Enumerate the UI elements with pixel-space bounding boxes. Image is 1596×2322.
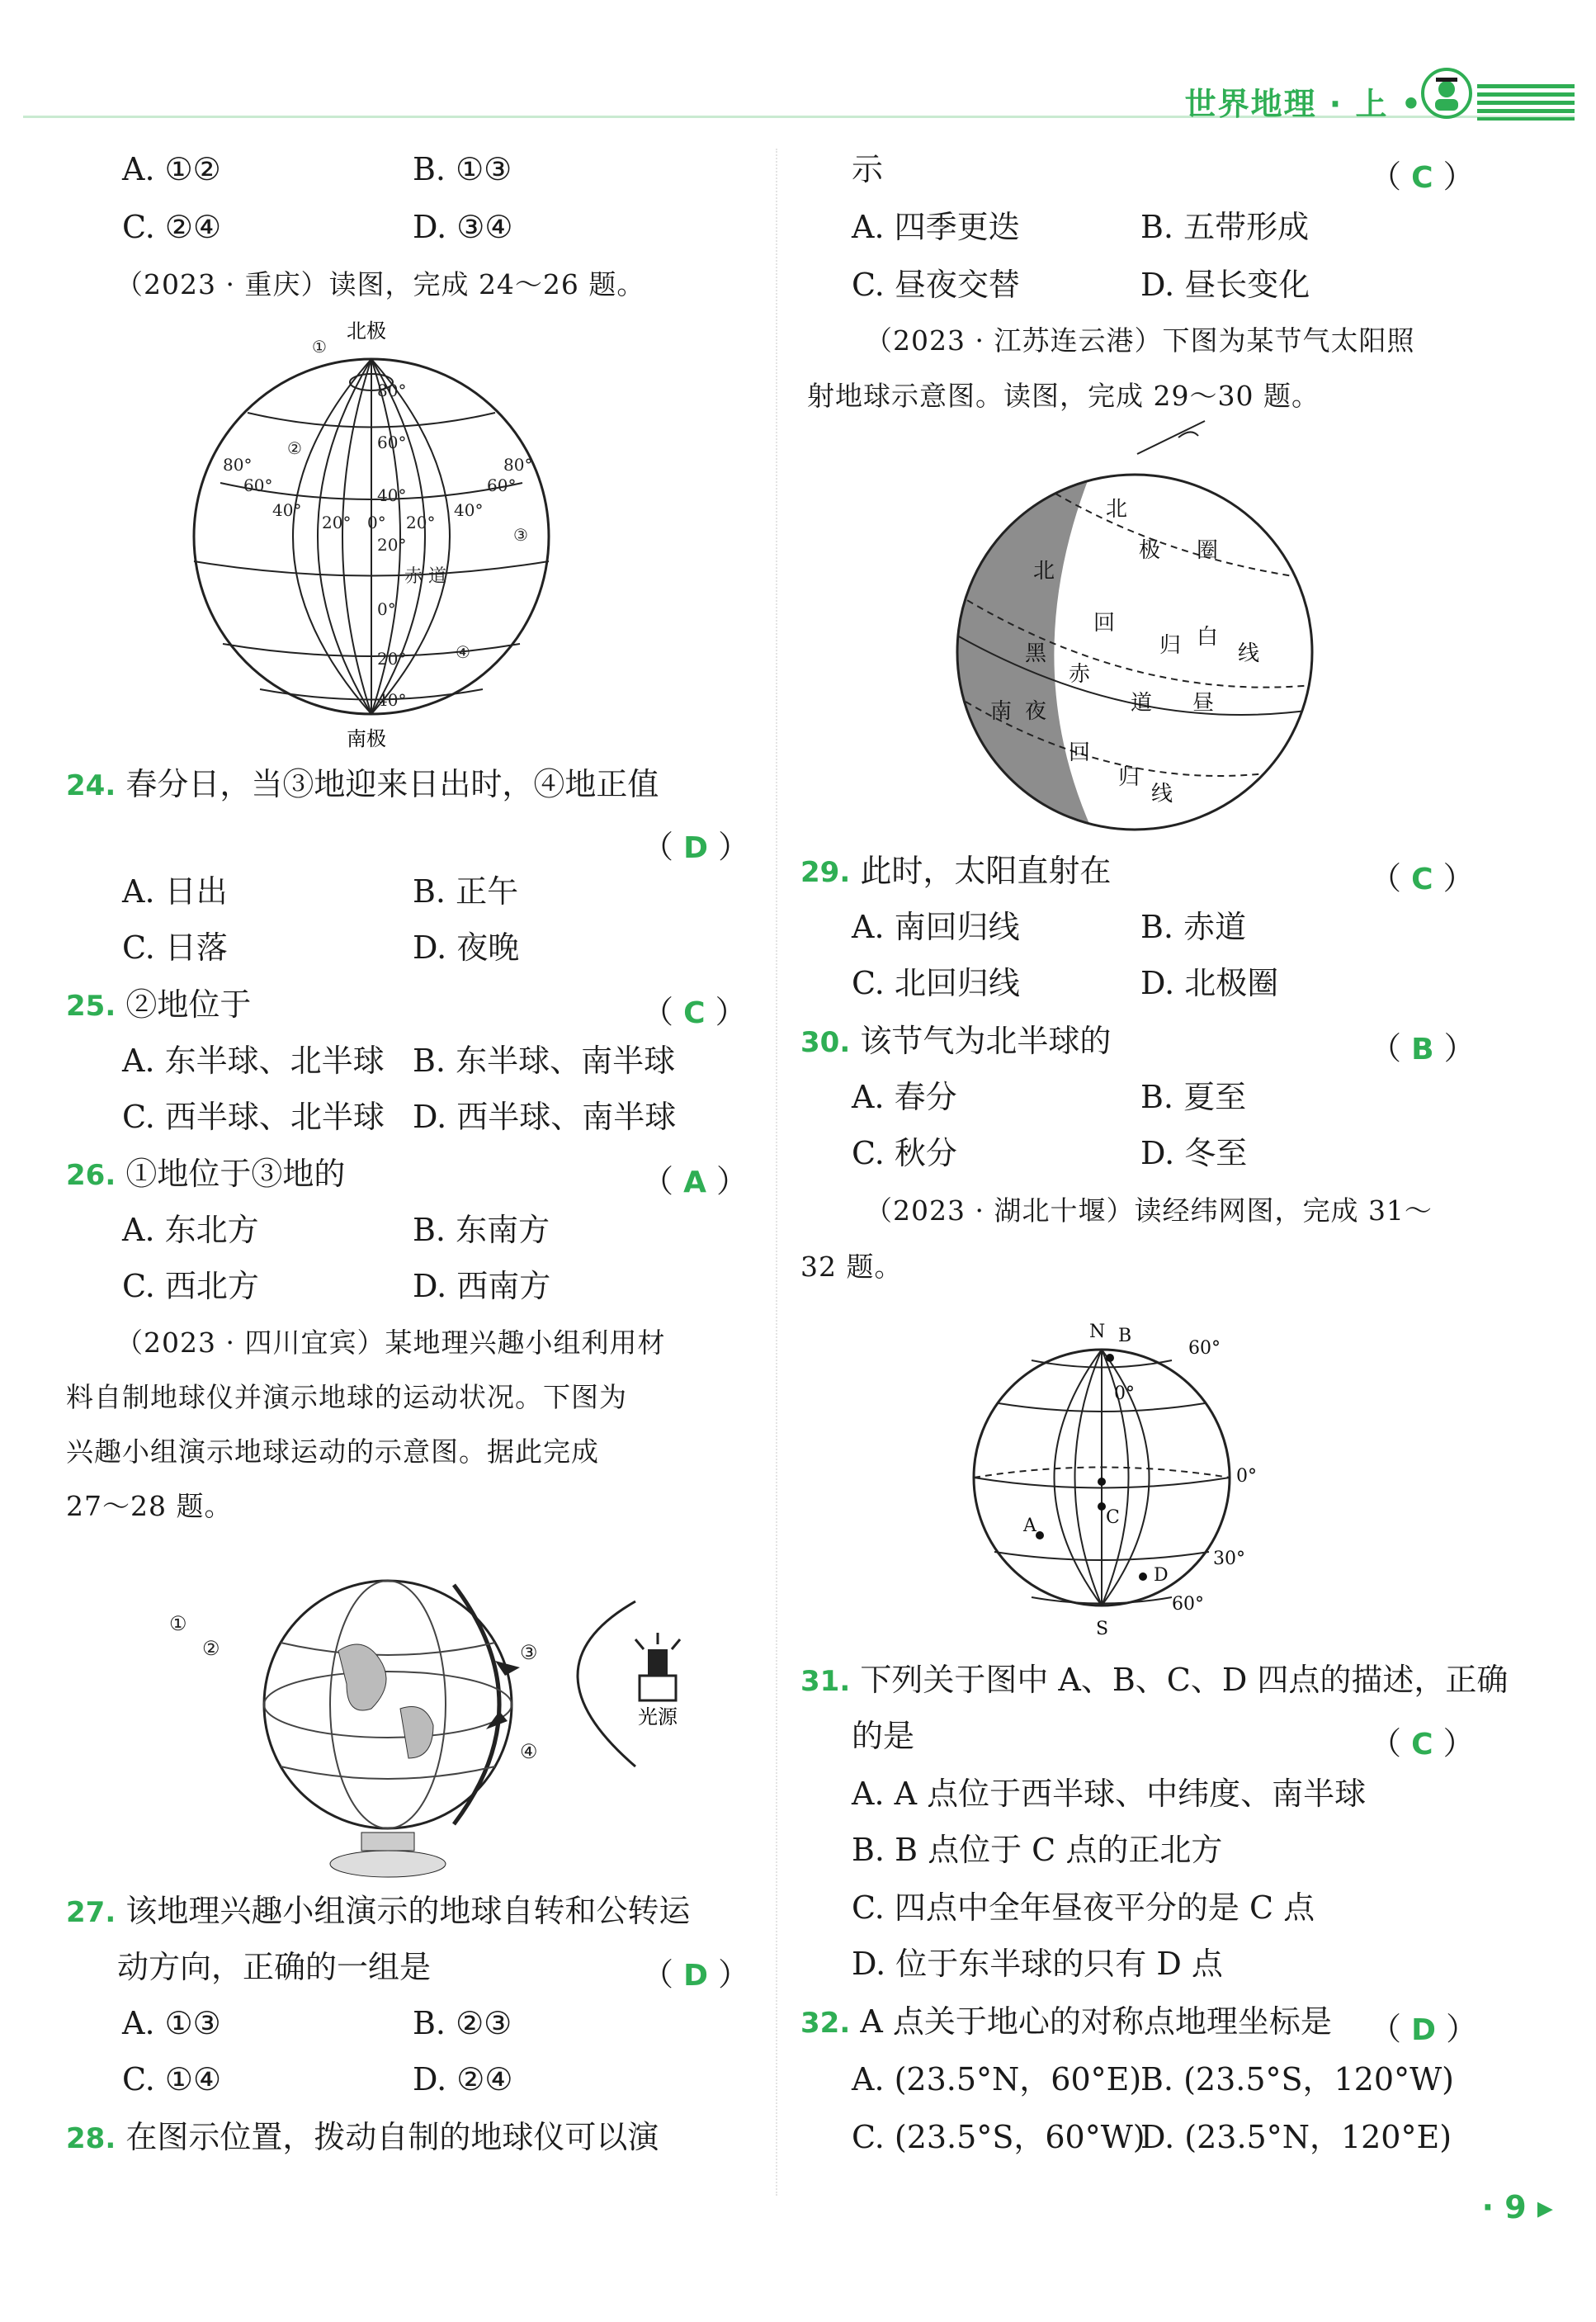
page-number: · 9 ▸ — [1481, 2189, 1553, 2225]
svg-text:40°: 40° — [377, 485, 407, 505]
q28-option-d: D. 昼长变化 — [1140, 267, 1310, 303]
q28-stem-line1: 在图示位置，拨动自制的地球仪可以演 — [125, 2119, 659, 2155]
q27-option-d: D. ②④ — [413, 2061, 513, 2097]
q30-stem: 该节气为北半球的 — [860, 1023, 1112, 1059]
svg-text:60°: 60° — [377, 433, 407, 452]
q31-option-a: A. A 点位于西半球、中纬度、南半球 — [852, 1776, 1367, 1812]
svg-text:0°: 0° — [377, 599, 396, 619]
q28-answer: （ C ） — [1370, 158, 1475, 195]
q32-number: 32. — [800, 2007, 851, 2040]
svg-text:80°: 80° — [503, 455, 533, 475]
q32-stem: A 点关于地心的对称点地理坐标是 — [860, 2003, 1332, 2040]
q27-option-c: C. ①④ — [122, 2061, 222, 2097]
svg-text:归: 归 — [1159, 633, 1182, 658]
q24-option-d: D. 夜晚 — [413, 929, 520, 966]
q31-answer: （ C ） — [1370, 1725, 1475, 1762]
svg-text:极: 极 — [1139, 538, 1161, 563]
intro-31-line1: （2023 · 湖北十堰）读经纬网图，完成 31～ — [865, 1194, 1433, 1227]
svg-text:④: ④ — [456, 642, 470, 662]
q24-option-a: A. 日出 — [122, 873, 228, 910]
svg-text:40°: 40° — [454, 500, 484, 520]
svg-text:南: 南 — [990, 699, 1013, 724]
svg-text:道: 道 — [1131, 691, 1153, 716]
header-stripes — [1477, 84, 1575, 121]
q30-option-d: D. 冬至 — [1140, 1135, 1248, 1171]
option-c: C. ②④ — [122, 209, 222, 245]
intro-27-line2: 料自制地球仪并演示地球的运动状况。下图为 — [66, 1381, 627, 1413]
svg-text:归: 归 — [1118, 765, 1140, 790]
intro-27-line1: （2023 · 四川宜宾）某地理兴趣小组利用材 — [116, 1327, 666, 1359]
q24-option-c: C. 日落 — [122, 929, 228, 966]
q26-option-c: C. 西北方 — [122, 1268, 259, 1304]
q28-stem-line2: 示 — [852, 151, 884, 187]
svg-text:回: 回 — [1093, 611, 1116, 636]
svg-text:0°: 0° — [367, 513, 386, 532]
svg-text:80°: 80° — [377, 381, 407, 400]
q31-stem-line1: 下列关于图中 A、B、C、D 四点的描述，正确 — [860, 1662, 1509, 1698]
q26-option-d: D. 西南方 — [413, 1268, 551, 1304]
q25-option-a: A. 东半球、北半球 — [122, 1043, 385, 1079]
q28-option-a: A. 四季更迭 — [852, 209, 1020, 245]
svg-text:北: 北 — [1106, 497, 1128, 522]
q25-option-c: C. 西半球、北半球 — [122, 1099, 385, 1135]
q27-answer: （ D ） — [642, 1956, 750, 1993]
south-pole-label: 南极 — [347, 727, 386, 750]
svg-text:回: 回 — [1069, 740, 1091, 765]
q29-stem: 此时，太阳直射在 — [860, 853, 1112, 889]
q25-number: 25. — [66, 990, 116, 1023]
q27-option-b: B. ②③ — [413, 2005, 512, 2041]
q26-stem: ①地位于③地的 — [125, 1156, 346, 1192]
q30-option-c: C. 秋分 — [852, 1135, 957, 1171]
option-d: D. ③④ — [413, 209, 513, 245]
q29-number: 29. — [800, 856, 851, 889]
intro-27-line4: 27～28 题。 — [66, 1490, 233, 1522]
q27-option-a: A. ①③ — [122, 2005, 221, 2041]
svg-text:昼: 昼 — [1192, 691, 1215, 716]
svg-text:C: C — [1106, 1507, 1120, 1528]
q24-number: 24. — [66, 769, 116, 802]
svg-text:④: ④ — [520, 1740, 538, 1763]
q30-number: 30. — [800, 1026, 851, 1059]
svg-text:圈: 圈 — [1197, 538, 1219, 563]
svg-text:20°: 20° — [406, 513, 436, 532]
sunlight-earth-figure — [957, 437, 1312, 842]
graticule-globe-figure — [215, 318, 533, 750]
svg-text:60°: 60° — [1188, 1338, 1221, 1359]
option-b: B. ①③ — [413, 151, 512, 187]
column-divider — [776, 149, 777, 2196]
q27-stem-line2: 动方向，正确的一组是 — [117, 1949, 432, 1985]
svg-text:③: ③ — [520, 1641, 538, 1664]
intro-31-line2: 32 题。 — [800, 1251, 903, 1283]
q28-option-b: B. 五带形成 — [1140, 209, 1310, 245]
svg-text:0°: 0° — [1236, 1466, 1257, 1487]
svg-text:S: S — [1096, 1619, 1109, 1639]
svg-text:①: ① — [169, 1612, 187, 1635]
svg-text:60°: 60° — [1172, 1594, 1204, 1615]
svg-text:白: 白 — [1197, 625, 1219, 650]
svg-text:D: D — [1154, 1565, 1169, 1586]
globe-model-figure — [169, 1552, 718, 1882]
svg-text:80°: 80° — [223, 455, 253, 475]
q29-option-d: D. 北极圈 — [1140, 965, 1279, 1001]
svg-text:夜: 夜 — [1025, 699, 1047, 724]
q32-answer: （ D ） — [1370, 2011, 1478, 2047]
q25-option-d: D. 西半球、南半球 — [413, 1099, 677, 1135]
q30-option-a: A. 春分 — [852, 1079, 957, 1115]
svg-text:60°: 60° — [487, 475, 517, 495]
q25-stem: ②地位于 — [125, 986, 252, 1023]
svg-text:赤: 赤 — [1069, 662, 1091, 687]
q29-option-b: B. 赤道 — [1140, 909, 1247, 945]
q31-option-c: C. 四点中全年昼夜平分的是 C 点 — [852, 1889, 1315, 1926]
svg-text:20°: 20° — [377, 649, 407, 669]
svg-text:30°: 30° — [1213, 1549, 1245, 1569]
q31-stem-line2: 的是 — [852, 1718, 915, 1754]
option-a: A. ①② — [122, 151, 221, 187]
light-source-label: 光源 — [638, 1705, 678, 1728]
north-pole-label: 北极 — [347, 319, 386, 343]
svg-text:20°: 20° — [322, 513, 352, 532]
q26-answer: （ A ） — [642, 1163, 748, 1199]
q29-option-c: C. 北回归线 — [852, 965, 1020, 1001]
svg-text:黑: 黑 — [1025, 641, 1047, 666]
intro-27-line3: 兴趣小组演示地球运动的示意图。据此完成 — [66, 1435, 599, 1468]
svg-text:北: 北 — [1033, 559, 1055, 584]
q31-option-d: D. 位于东半球的只有 D 点 — [852, 1946, 1223, 1982]
intro-24: （2023 · 重庆）读图，完成 24～26 题。 — [116, 268, 645, 300]
q28-option-c: C. 昼夜交替 — [852, 267, 1020, 303]
svg-text:N: N — [1089, 1322, 1106, 1342]
q26-option-a: A. 东北方 — [122, 1212, 259, 1248]
svg-text:20°: 20° — [377, 535, 407, 555]
q27-number: 27. — [66, 1896, 116, 1929]
q32-option-d: D. (23.5°N，120°E) — [1140, 2119, 1452, 2155]
q29-answer: （ C ） — [1370, 860, 1475, 896]
q31-number: 31. — [800, 1665, 851, 1698]
q29-option-a: A. 南回归线 — [852, 909, 1020, 945]
equator-label: 赤 道 — [404, 566, 446, 587]
q25-answer: （ C ） — [642, 994, 747, 1030]
svg-text:40°: 40° — [377, 690, 407, 710]
q32-option-b: B. (23.5°S，120°W) — [1140, 2061, 1454, 2097]
q30-answer: （ B ） — [1370, 1030, 1476, 1066]
q28-number: 28. — [66, 2122, 116, 2155]
svg-text:0°: 0° — [1114, 1383, 1135, 1404]
student-logo-icon — [1421, 68, 1472, 119]
svg-text:B: B — [1118, 1326, 1132, 1346]
q31-option-b: B. B 点位于 C 点的正北方 — [852, 1832, 1223, 1868]
intro-29-line2: 射地球示意图。读图，完成 29～30 题。 — [807, 380, 1320, 412]
intro-29-line1: （2023 · 江苏连云港）下图为某节气太阳照 — [865, 324, 1415, 357]
svg-text:②: ② — [202, 1637, 220, 1660]
q24-answer: （ D ） — [642, 829, 750, 865]
q27-stem-line1: 该地理兴趣小组演示的地球自转和公转运 — [125, 1893, 691, 1929]
header-title: 世界地理 · 上 • — [1184, 86, 1423, 122]
lat-long-grid-figure — [974, 1312, 1271, 1643]
svg-text:③: ③ — [513, 525, 528, 545]
svg-text:①: ① — [312, 337, 327, 357]
q30-option-b: B. 夏至 — [1140, 1079, 1247, 1115]
svg-text:60°: 60° — [243, 475, 273, 495]
svg-text:②: ② — [287, 438, 302, 458]
svg-text:线: 线 — [1151, 782, 1173, 806]
q32-option-a: A. (23.5°N，60°E) — [852, 2061, 1142, 2097]
svg-text:40°: 40° — [272, 500, 302, 520]
svg-text:线: 线 — [1238, 641, 1260, 666]
q25-option-b: B. 东半球、南半球 — [413, 1043, 676, 1079]
q24-stem: 春分日，当③地迎来日出时，④地正值 — [125, 766, 659, 802]
q32-option-c: C. (23.5°S，60°W) — [852, 2119, 1145, 2155]
q26-number: 26. — [66, 1159, 116, 1192]
svg-text:A: A — [1023, 1516, 1036, 1536]
q24-option-b: B. 正午 — [413, 873, 519, 910]
q26-option-b: B. 东南方 — [413, 1212, 550, 1248]
